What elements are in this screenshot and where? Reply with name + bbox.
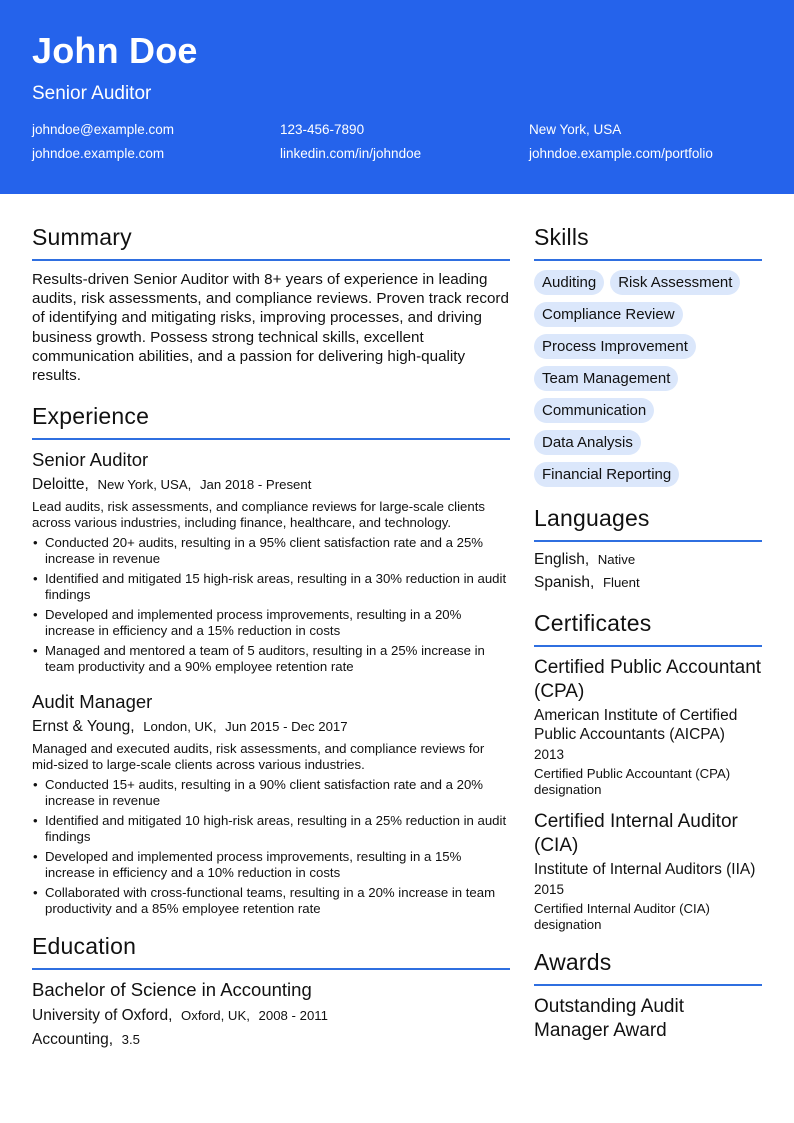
job-dates: Jan 2018 - Present (199, 477, 312, 493)
certificates-section (534, 610, 762, 933)
bullet-item: • Identified and mitigated 15 high-risk areas, resulting in a 30% reduction in audit findings (32, 571, 510, 603)
skill-chip: Data Analysis (534, 430, 641, 455)
certificate-description: Certified Public Accountant (CPA) designation (534, 766, 731, 797)
job-title: Senior Auditor (32, 449, 149, 471)
skill-chip: Process Improvement (534, 334, 696, 359)
education-heading: Education (32, 933, 510, 970)
resume-header (0, 0, 794, 194)
portfolio-link[interactable]: johndoe.example.com/portfolio (529, 146, 713, 161)
summary-text: Results-driven Senior Auditor with 8+ years of experience in leading audits, risk assessments, and compliance reviews. Proven track record of identifying and mitigating risks, improving processes, and driving business growth. Possess strong technical skills, excellent communication abilities, and a passion for delivering high-quality results. (32, 271, 509, 385)
language-name: Spanish, (534, 574, 595, 591)
job-entry (32, 691, 510, 917)
side-column (534, 224, 762, 1043)
certificate-entry (534, 656, 762, 798)
field-of-study: Accounting, (32, 1031, 113, 1049)
bullet-item: • Identified and mitigated 10 high-risk areas, resulting in a 25% reduction in audit findings (32, 813, 510, 845)
candidate-title: Senior Auditor (32, 83, 152, 104)
skill-chip: Auditing (534, 270, 604, 295)
skills-heading: Skills (534, 224, 762, 261)
education-meta (32, 1007, 510, 1025)
languages-heading: Languages (534, 505, 762, 542)
experience-section (32, 403, 510, 917)
language-level: Native (597, 552, 636, 567)
job-bullets (32, 535, 510, 675)
bullet-item: • Collaborated with cross-functional teams, resulting in a 20% increase in team productivity and a 85% employee retention rate (32, 885, 510, 917)
website-link[interactable]: johndoe.example.com (32, 146, 165, 161)
skill-chip: Financial Reporting (534, 462, 679, 487)
bullet-item: • Developed and implemented process improvements, resulting in a 20% increase in efficiency and a 15% reduction in costs (32, 607, 510, 639)
degree-title: Bachelor of Science in Accounting (32, 979, 312, 1001)
job-dates: Jun 2015 - Dec 2017 (225, 719, 348, 735)
bullet-item: • Developed and implemented process improvements, resulting in a 15% increase in efficiency and a 10% reduction in costs (32, 849, 510, 881)
location-text: New York, USA (529, 122, 622, 137)
certificate-issuer: American Institute of Certified Public Accountants (AICPA) (534, 707, 738, 743)
certificate-name: Certified Internal Auditor (CIA) (534, 811, 738, 856)
gpa-value: 3.5 (121, 1032, 140, 1048)
language-item (534, 574, 762, 592)
certificate-entry (534, 810, 762, 933)
main-column (32, 224, 510, 1055)
job-description: Managed and executed audits, risk assessments, and compliance reviews for mid-sized to large-scale clients across various industries. (32, 741, 485, 773)
certificate-year: 2013 (534, 747, 565, 762)
awards-section (534, 949, 762, 1043)
job-entry (32, 449, 510, 675)
awards-heading: Awards (534, 949, 762, 986)
bullet-item: • Managed and mentored a team of 5 auditors, resulting in a 25% increase in team productivity and a 90% employee retention rate (32, 643, 510, 675)
job-title: Audit Manager (32, 691, 153, 713)
bullet-item: • Conducted 20+ audits, resulting in a 95% client satisfaction rate and a 25% increase in revenue (32, 535, 510, 567)
job-bullets (32, 777, 510, 917)
job-company: Ernst & Young, (32, 718, 135, 736)
skills-list (534, 270, 762, 487)
job-location: London, UK, (143, 719, 217, 735)
candidate-name: John Doe (32, 30, 198, 71)
school-location: Oxford, UK, (181, 1008, 250, 1024)
skill-chip: Team Management (534, 366, 678, 391)
skill-chip: Risk Assessment (610, 270, 740, 295)
skill-chip: Communication (534, 398, 654, 423)
certificate-name: Certified Public Accountant (CPA) (534, 657, 762, 702)
language-level: Fluent (602, 575, 640, 590)
certificate-description: Certified Internal Auditor (CIA) designation (534, 901, 710, 932)
summary-section (32, 224, 510, 385)
job-location: New York, USA, (97, 477, 192, 493)
education-dates: 2008 - 2011 (258, 1008, 328, 1024)
languages-section (534, 505, 762, 592)
skills-section (534, 224, 762, 487)
education-field (32, 1031, 510, 1049)
certificates-heading: Certificates (534, 610, 762, 647)
certificate-issuer: Institute of Internal Auditors (IIA) (534, 861, 756, 878)
language-name: English, (534, 551, 590, 568)
language-item (534, 551, 762, 569)
job-meta (32, 476, 510, 494)
job-description: Lead audits, risk assessments, and compliance reviews for large-scale clients across various industries, including finance, healthcare, and technology. (32, 499, 485, 531)
email-link[interactable]: johndoe@example.com (32, 122, 175, 137)
linkedin-link[interactable]: linkedin.com/in/johndoe (280, 146, 422, 161)
award-item: Outstanding Audit Manager Award (534, 996, 684, 1041)
job-company: Deloitte, (32, 476, 89, 494)
phone-number: 123-456-7890 (280, 122, 365, 137)
certificate-year: 2015 (534, 882, 565, 897)
bullet-item: • Conducted 15+ audits, resulting in a 90% client satisfaction rate and a 20% increase in revenue (32, 777, 510, 809)
education-section (32, 933, 510, 1049)
summary-heading: Summary (32, 224, 510, 261)
skill-chip: Compliance Review (534, 302, 683, 327)
experience-heading: Experience (32, 403, 510, 440)
school-name: University of Oxford, (32, 1007, 173, 1025)
job-meta (32, 718, 510, 736)
